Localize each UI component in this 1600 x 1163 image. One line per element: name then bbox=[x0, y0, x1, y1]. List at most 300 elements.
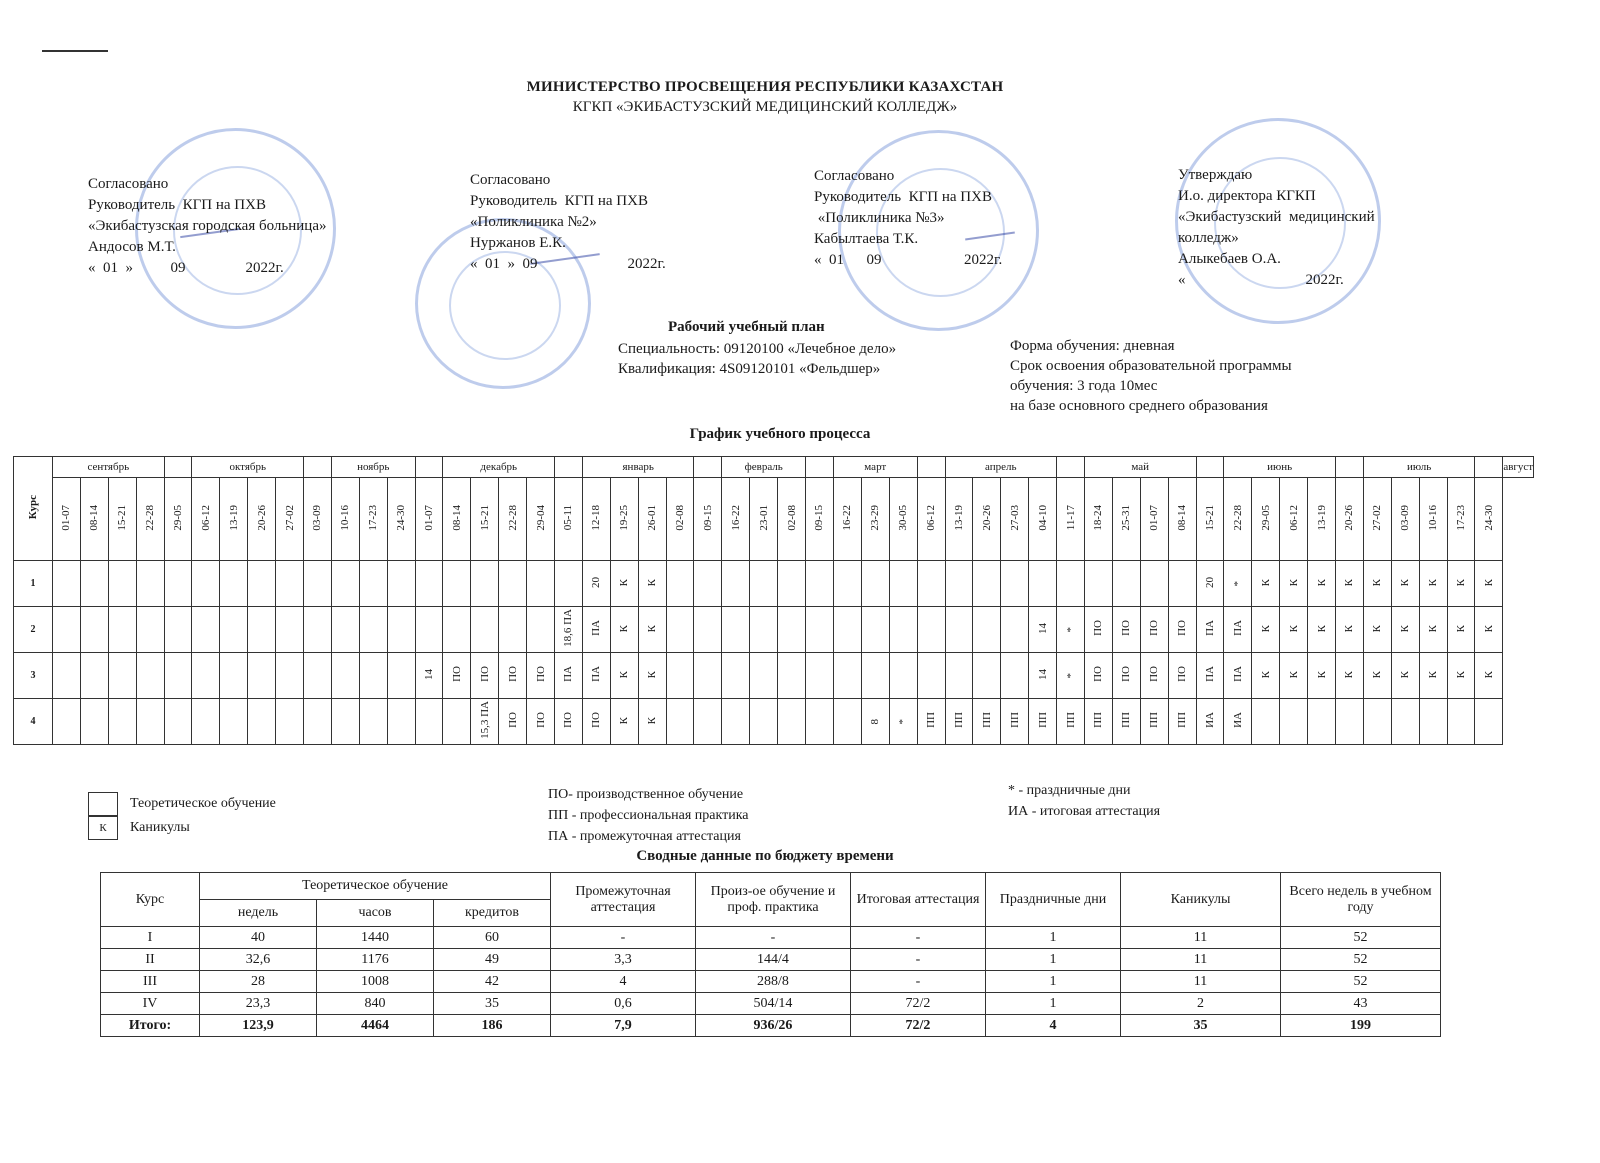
week-header bbox=[1391, 478, 1419, 561]
summary-cell: 186 bbox=[434, 1015, 551, 1037]
week-header bbox=[1447, 478, 1475, 561]
schedule-cell bbox=[415, 561, 443, 607]
schedule-cell bbox=[833, 653, 861, 699]
plan-specialty: Специальность: 09120100 «Лечебное дело» bbox=[618, 341, 897, 357]
week-header bbox=[973, 478, 1001, 561]
schedule-cell-value: 14 bbox=[1036, 622, 1049, 634]
schedule-cell bbox=[304, 653, 332, 699]
schedule-cell bbox=[610, 607, 638, 653]
schedule-cell bbox=[443, 607, 471, 653]
summary-cell: 35 bbox=[434, 993, 551, 1015]
schedule-cell bbox=[1029, 653, 1057, 699]
week-header bbox=[248, 478, 276, 561]
legend-vacation-box: К bbox=[88, 816, 118, 840]
week-label: 27-03 bbox=[1008, 504, 1021, 531]
schedule-cell bbox=[1057, 699, 1085, 745]
summary-cell: 0,6 bbox=[551, 993, 696, 1015]
week-header bbox=[750, 478, 778, 561]
schedule-cell bbox=[778, 607, 806, 653]
week-label: 24-30 bbox=[395, 504, 408, 531]
schedule-cell bbox=[722, 699, 750, 745]
week-label: 08-14 bbox=[88, 504, 101, 531]
week-label: 22-28 bbox=[506, 504, 519, 531]
plan-form: Форма обучения: дневная bbox=[1010, 338, 1175, 354]
month-header bbox=[304, 457, 332, 478]
schedule-cell bbox=[666, 607, 694, 653]
schedule-cell bbox=[1224, 653, 1252, 699]
week-label: 06-12 bbox=[1287, 504, 1300, 531]
week-header bbox=[638, 478, 666, 561]
schedule-cell bbox=[499, 653, 527, 699]
schedule-cell bbox=[527, 561, 555, 607]
schedule-cell bbox=[164, 561, 192, 607]
week-header bbox=[1363, 478, 1391, 561]
week-header bbox=[889, 478, 917, 561]
schedule-cell bbox=[861, 561, 889, 607]
schedule-cell bbox=[304, 561, 332, 607]
summary-cell: - bbox=[851, 971, 986, 993]
month-header bbox=[1057, 457, 1085, 478]
schedule-cell bbox=[1001, 607, 1029, 653]
schedule-row-kurs: 2 bbox=[14, 607, 53, 653]
schedule-cell-value: К bbox=[646, 624, 659, 632]
schedule-cell bbox=[1224, 561, 1252, 607]
schedule-cell bbox=[80, 653, 108, 699]
schedule-cell-value: ПП bbox=[1008, 712, 1021, 728]
week-label: 20-26 bbox=[1343, 504, 1356, 531]
summary-header-total: Всего недель в учебном году bbox=[1281, 873, 1441, 927]
schedule-cell bbox=[582, 699, 610, 745]
legend-pp: ПП - профессиональная практика bbox=[548, 808, 749, 823]
schedule-cell bbox=[694, 607, 722, 653]
schedule-cell bbox=[1475, 607, 1503, 653]
week-label: 04-10 bbox=[1036, 504, 1049, 531]
schedule-cell bbox=[555, 607, 583, 653]
schedule-cell-value: К bbox=[1371, 670, 1384, 678]
week-header bbox=[331, 478, 359, 561]
schedule-cell-value: * bbox=[1231, 580, 1244, 586]
schedule-cell-value: ПО bbox=[1092, 620, 1105, 636]
schedule-cell bbox=[889, 653, 917, 699]
schedule-cell bbox=[1084, 561, 1112, 607]
summary-header-final: Итоговая аттестация bbox=[851, 873, 986, 927]
schedule-cell-value: ПО bbox=[478, 666, 491, 682]
schedule-cell bbox=[973, 653, 1001, 699]
week-label: 01-07 bbox=[1148, 504, 1161, 531]
schedule-cell bbox=[1084, 653, 1112, 699]
summary-cell: - bbox=[551, 927, 696, 949]
schedule-cell bbox=[1224, 699, 1252, 745]
schedule-cell-value: 18,6 ПА bbox=[562, 609, 575, 647]
schedule-cell bbox=[694, 653, 722, 699]
summary-cell: 1008 bbox=[317, 971, 434, 993]
summary-cell: 3,3 bbox=[551, 949, 696, 971]
schedule-cell bbox=[1280, 653, 1308, 699]
schedule-cell-value: ПО bbox=[1148, 620, 1161, 636]
schedule-cell bbox=[1168, 561, 1196, 607]
week-header bbox=[192, 478, 220, 561]
schedule-cell bbox=[471, 561, 499, 607]
summary-cell: 4464 bbox=[317, 1015, 434, 1037]
schedule-cell bbox=[1112, 653, 1140, 699]
week-header bbox=[555, 478, 583, 561]
schedule-cell bbox=[108, 561, 136, 607]
schedule-cell bbox=[331, 653, 359, 699]
week-label: 08-14 bbox=[1176, 504, 1189, 531]
schedule-cell bbox=[359, 653, 387, 699]
schedule-cell-value: 14 bbox=[1036, 668, 1049, 680]
month-header: июнь bbox=[1224, 457, 1336, 478]
week-header bbox=[1168, 478, 1196, 561]
week-label: 23-29 bbox=[869, 504, 882, 531]
schedule-cell-value: * bbox=[1064, 672, 1077, 678]
week-header bbox=[806, 478, 834, 561]
schedule-cell bbox=[638, 561, 666, 607]
schedule-cell bbox=[806, 607, 834, 653]
schedule-cell-value: ПП bbox=[952, 712, 965, 728]
schedule-cell-value: К bbox=[1287, 578, 1300, 586]
schedule-cell-value: ПО bbox=[506, 666, 519, 682]
schedule-cell bbox=[1057, 607, 1085, 653]
schedule-cell-value: ПА bbox=[1203, 666, 1216, 682]
schedule-cell bbox=[359, 561, 387, 607]
week-header bbox=[1252, 478, 1280, 561]
schedule-cell bbox=[1335, 607, 1363, 653]
summary-cell: 35 bbox=[1121, 1015, 1281, 1037]
summary-cell: - bbox=[851, 927, 986, 949]
schedule-cell bbox=[917, 561, 945, 607]
summary-cell: 1 bbox=[986, 949, 1121, 971]
week-header bbox=[1029, 478, 1057, 561]
week-label: 15-21 bbox=[116, 504, 129, 531]
schedule-cell bbox=[1140, 699, 1168, 745]
schedule-cell bbox=[806, 699, 834, 745]
schedule-cell bbox=[1168, 699, 1196, 745]
schedule-cell-value: К bbox=[1259, 670, 1272, 678]
week-header bbox=[1196, 478, 1224, 561]
schedule-cell bbox=[638, 653, 666, 699]
schedule-cell bbox=[1168, 653, 1196, 699]
schedule-row-kurs: 3 bbox=[14, 653, 53, 699]
week-label: 06-12 bbox=[199, 504, 212, 531]
schedule-cell bbox=[1447, 699, 1475, 745]
schedule-cell-value: ПА bbox=[590, 620, 603, 636]
summary-header-vacation: Каникулы bbox=[1121, 873, 1281, 927]
summary-title: Сводные данные по бюджету времени bbox=[636, 848, 894, 864]
schedule-cell bbox=[610, 699, 638, 745]
schedule-cell bbox=[694, 561, 722, 607]
schedule-cell bbox=[833, 699, 861, 745]
summary-cell: 11 bbox=[1121, 971, 1281, 993]
schedule-cell bbox=[471, 653, 499, 699]
summary-cell: IV bbox=[101, 993, 200, 1015]
schedule-cell-value: ПО bbox=[1120, 620, 1133, 636]
summary-cell: 49 bbox=[434, 949, 551, 971]
schedule-cell-value: К bbox=[1343, 578, 1356, 586]
month-header: октябрь bbox=[192, 457, 304, 478]
schedule-cell bbox=[1084, 607, 1112, 653]
schedule-cell bbox=[53, 699, 81, 745]
week-header bbox=[778, 478, 806, 561]
schedule-cell bbox=[582, 607, 610, 653]
schedule-cell bbox=[1363, 561, 1391, 607]
schedule-cell bbox=[53, 561, 81, 607]
schedule-cell bbox=[1196, 653, 1224, 699]
schedule-cell bbox=[415, 653, 443, 699]
week-header bbox=[443, 478, 471, 561]
schedule-cell bbox=[527, 699, 555, 745]
summary-row bbox=[101, 927, 1441, 949]
schedule-cell bbox=[666, 561, 694, 607]
schedule-cell bbox=[1419, 607, 1447, 653]
schedule-cell-value: К bbox=[646, 578, 659, 586]
schedule-cell-value: К bbox=[1287, 624, 1300, 632]
schedule-cell bbox=[666, 699, 694, 745]
summary-row bbox=[101, 949, 1441, 971]
summary-cell: 199 bbox=[1281, 1015, 1441, 1037]
schedule-cell bbox=[750, 653, 778, 699]
schedule-cell bbox=[1029, 561, 1057, 607]
schedule-cell-value: К bbox=[1343, 624, 1356, 632]
summary-cell: 28 bbox=[200, 971, 317, 993]
plan-base: на базе основного среднего образования bbox=[1010, 398, 1268, 414]
schedule-cell-value: ПО bbox=[590, 712, 603, 728]
week-header bbox=[527, 478, 555, 561]
week-header bbox=[1419, 478, 1447, 561]
month-header: апрель bbox=[945, 457, 1057, 478]
schedule-cell-value: 15,3 ПА bbox=[478, 701, 491, 739]
month-header: август bbox=[1503, 457, 1534, 478]
approval-block-1: Согласовано Руководитель КГП на ПХВ «Экибастузская городская больница» Андосов М.Т. « 01 » 09 2022г. bbox=[88, 176, 327, 276]
month-header: май bbox=[1084, 457, 1196, 478]
schedule-cell-value: ПА bbox=[562, 666, 575, 682]
schedule-cell bbox=[192, 561, 220, 607]
schedule-cell bbox=[1363, 607, 1391, 653]
week-label: 01-07 bbox=[60, 504, 73, 531]
week-label: 02-08 bbox=[674, 504, 687, 531]
schedule-title: График учебного процесса bbox=[689, 426, 871, 442]
schedule-cell bbox=[331, 607, 359, 653]
schedule-cell bbox=[53, 653, 81, 699]
schedule-cell-value: К bbox=[618, 624, 631, 632]
week-header bbox=[1335, 478, 1363, 561]
schedule-cell bbox=[833, 607, 861, 653]
schedule-cell bbox=[1057, 561, 1085, 607]
schedule-cell-value: К bbox=[1343, 670, 1356, 678]
schedule-cell-value: ПП bbox=[1036, 712, 1049, 728]
schedule-cell-value: 20 bbox=[1203, 576, 1216, 588]
month-header: декабрь bbox=[443, 457, 555, 478]
schedule-cell-value: К bbox=[1315, 670, 1328, 678]
schedule-cell bbox=[861, 653, 889, 699]
schedule-cell bbox=[192, 699, 220, 745]
schedule-cell bbox=[1475, 561, 1503, 607]
schedule-cell-value: К bbox=[1371, 624, 1384, 632]
schedule-cell bbox=[164, 653, 192, 699]
week-label: 13-19 bbox=[1315, 504, 1328, 531]
week-header bbox=[136, 478, 164, 561]
summary-row bbox=[101, 1015, 1441, 1037]
schedule-cell bbox=[1391, 653, 1419, 699]
week-label: 06-12 bbox=[925, 504, 938, 531]
schedule-cell bbox=[527, 653, 555, 699]
schedule-cell bbox=[192, 607, 220, 653]
week-header bbox=[582, 478, 610, 561]
schedule-cell bbox=[136, 607, 164, 653]
schedule-cell bbox=[387, 607, 415, 653]
week-header bbox=[304, 478, 332, 561]
schedule-cell-value: К bbox=[1399, 624, 1412, 632]
week-label: 03-09 bbox=[311, 504, 324, 531]
schedule-cell bbox=[1391, 607, 1419, 653]
week-label: 13-19 bbox=[952, 504, 965, 531]
schedule-cell bbox=[1140, 607, 1168, 653]
schedule-cell-value: * bbox=[1064, 626, 1077, 632]
schedule-cell-value: К bbox=[618, 716, 631, 724]
summary-cell: 42 bbox=[434, 971, 551, 993]
month-header: июль bbox=[1363, 457, 1475, 478]
summary-cell: III bbox=[101, 971, 200, 993]
schedule-cell bbox=[220, 653, 248, 699]
week-label: 29-04 bbox=[534, 504, 547, 531]
schedule-cell bbox=[666, 653, 694, 699]
schedule-cell bbox=[973, 607, 1001, 653]
schedule-cell bbox=[1001, 699, 1029, 745]
week-label: 10-16 bbox=[339, 504, 352, 531]
summary-cell: 11 bbox=[1121, 949, 1281, 971]
summary-cell: 1440 bbox=[317, 927, 434, 949]
schedule-cell bbox=[443, 653, 471, 699]
schedule-cell bbox=[1252, 699, 1280, 745]
schedule-cell bbox=[331, 561, 359, 607]
week-header bbox=[1475, 478, 1503, 561]
schedule-cell-value: ПО bbox=[534, 712, 547, 728]
schedule-cell bbox=[833, 561, 861, 607]
month-header bbox=[917, 457, 945, 478]
schedule-cell bbox=[1029, 607, 1057, 653]
schedule-cell bbox=[1280, 607, 1308, 653]
schedule-cell bbox=[387, 653, 415, 699]
week-label: 11-17 bbox=[1064, 504, 1077, 531]
schedule-cell bbox=[499, 699, 527, 745]
month-header bbox=[555, 457, 583, 478]
summary-cell: 52 bbox=[1281, 971, 1441, 993]
summary-cell: 72/2 bbox=[851, 1015, 986, 1037]
schedule-cell bbox=[276, 561, 304, 607]
schedule-cell-value: К bbox=[1482, 624, 1495, 632]
schedule-cell bbox=[1112, 607, 1140, 653]
schedule-cell bbox=[136, 699, 164, 745]
schedule-cell bbox=[304, 699, 332, 745]
schedule-cell bbox=[80, 561, 108, 607]
schedule-cell bbox=[1335, 653, 1363, 699]
schedule-cell-value: ИА bbox=[1203, 712, 1216, 728]
week-label: 15-21 bbox=[478, 504, 491, 531]
schedule-cell-value: К bbox=[1259, 624, 1272, 632]
schedule-cell-value: К bbox=[1399, 670, 1412, 678]
schedule-cell bbox=[1475, 699, 1503, 745]
summary-header-theory: Теоретическое обучение bbox=[200, 873, 551, 900]
summary-cell: 2 bbox=[1121, 993, 1281, 1015]
summary-cell: 23,3 bbox=[200, 993, 317, 1015]
summary-header-credits: кредитов bbox=[434, 900, 551, 927]
schedule-header-kurs bbox=[14, 457, 53, 561]
schedule-cell bbox=[1196, 561, 1224, 607]
schedule-cell bbox=[555, 653, 583, 699]
schedule-cell-value: К bbox=[618, 578, 631, 586]
week-label: 23-01 bbox=[757, 504, 770, 531]
summary-cell: 7,9 bbox=[551, 1015, 696, 1037]
plan-term-2: обучения: 3 года 10мес bbox=[1010, 378, 1158, 394]
week-label: 19-25 bbox=[618, 504, 631, 531]
schedule-cell bbox=[220, 607, 248, 653]
schedule-cell bbox=[582, 653, 610, 699]
schedule-cell bbox=[471, 699, 499, 745]
schedule-cell bbox=[248, 607, 276, 653]
schedule-cell bbox=[276, 699, 304, 745]
week-label: 12-18 bbox=[590, 504, 603, 531]
schedule-row-kurs: 4 bbox=[14, 699, 53, 745]
schedule-cell-value: 20 bbox=[590, 576, 603, 588]
schedule-cell bbox=[778, 653, 806, 699]
schedule-cell bbox=[499, 561, 527, 607]
schedule-cell bbox=[861, 699, 889, 745]
week-header bbox=[1001, 478, 1029, 561]
summary-cell: 32,6 bbox=[200, 949, 317, 971]
week-header bbox=[108, 478, 136, 561]
summary-header-hours: часов bbox=[317, 900, 434, 927]
schedule-row-kurs: 1 bbox=[14, 561, 53, 607]
week-label: 24-30 bbox=[1482, 504, 1495, 531]
summary-cell: 11 bbox=[1121, 927, 1281, 949]
schedule-cell-value: ПО bbox=[450, 666, 463, 682]
week-label: 05-11 bbox=[562, 504, 575, 531]
schedule-cell bbox=[917, 699, 945, 745]
summary-cell: 60 bbox=[434, 927, 551, 949]
plan-qualification: Квалификация: 4S09120101 «Фельдшер» bbox=[618, 361, 881, 377]
schedule-cell bbox=[555, 561, 583, 607]
week-header bbox=[387, 478, 415, 561]
schedule-cell bbox=[1224, 607, 1252, 653]
schedule-cell-value: К bbox=[1399, 578, 1412, 586]
schedule-cell bbox=[1308, 561, 1336, 607]
schedule-cell bbox=[722, 561, 750, 607]
schedule-cell bbox=[1447, 607, 1475, 653]
schedule-cell bbox=[722, 653, 750, 699]
week-header bbox=[917, 478, 945, 561]
week-label: 16-22 bbox=[729, 504, 742, 531]
summary-cell: - bbox=[696, 927, 851, 949]
summary-cell: 4 bbox=[551, 971, 696, 993]
summary-cell: 52 bbox=[1281, 949, 1441, 971]
week-label: 02-08 bbox=[785, 504, 798, 531]
schedule-cell bbox=[471, 607, 499, 653]
week-header bbox=[1084, 478, 1112, 561]
summary-cell: 840 bbox=[317, 993, 434, 1015]
week-label: 08-14 bbox=[450, 504, 463, 531]
month-header: сентябрь bbox=[53, 457, 165, 478]
legend-po: ПО- производственное обучение bbox=[548, 787, 744, 802]
ministry-title: МИНИСТЕРСТВО ПРОСВЕЩЕНИЯ РЕСПУБЛИКИ КАЗАХСТАН bbox=[526, 79, 1004, 95]
schedule-cell-value: ПА bbox=[1231, 666, 1244, 682]
schedule-cell bbox=[889, 561, 917, 607]
week-header bbox=[1224, 478, 1252, 561]
schedule-cell bbox=[1001, 561, 1029, 607]
schedule-cell bbox=[499, 607, 527, 653]
schedule-cell-value: ПП bbox=[925, 712, 938, 728]
schedule-cell bbox=[1029, 699, 1057, 745]
schedule-cell bbox=[973, 561, 1001, 607]
